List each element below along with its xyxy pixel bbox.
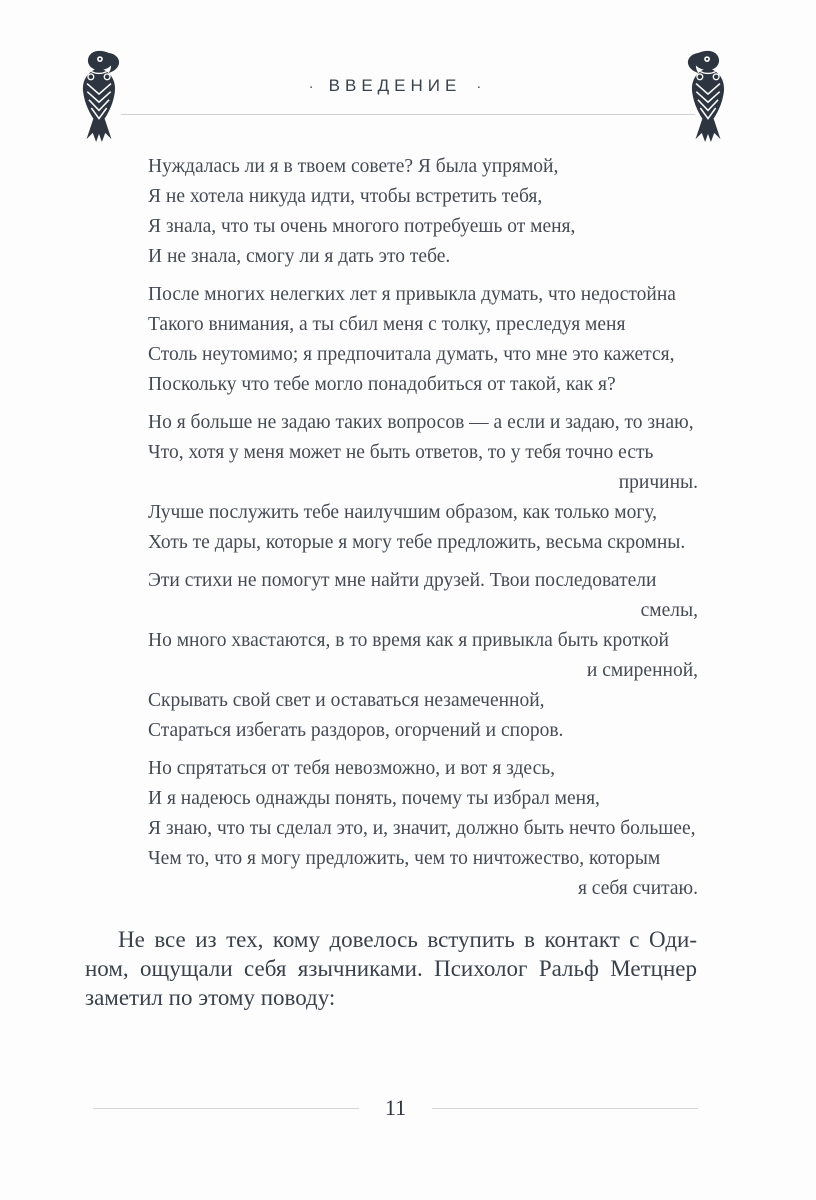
prose-line: заметил по этому поводу: xyxy=(85,985,336,1010)
poem-stanza xyxy=(148,408,698,558)
title-dot: · xyxy=(308,77,314,95)
poem-stanza xyxy=(148,280,698,400)
poem-block xyxy=(148,152,698,912)
prose-line: Не все из тех, кому довелось вступить в контакт с Оди- xyxy=(118,927,697,952)
poem-line: Поскольку что тебе могло понадобиться от такой, как я? xyxy=(148,374,616,395)
raven-ornament-icon xyxy=(683,49,733,143)
poem-line: Но спрятаться от тебя невозможно, и вот я здесь, xyxy=(148,758,555,779)
poem-line: Я знала, что ты очень многого потребуешь от меня, xyxy=(148,216,576,237)
poem-line-overflow: смелы, xyxy=(640,600,698,621)
chapter-title: ВВЕДЕНИЕ xyxy=(328,76,462,95)
page-footer xyxy=(93,1093,698,1123)
footer-rule-right xyxy=(432,1108,698,1109)
poem-line-overflow: я себя считаю. xyxy=(577,878,698,899)
poem-stanza xyxy=(148,152,698,272)
poem-line: И не знала, смогу ли я дать это тебе. xyxy=(148,246,451,267)
poem-line: Но много хвастаются, в то время как я привыкла быть кроткой xyxy=(148,630,669,651)
poem-line: Но я больше не задаю таких вопросов — а если и задаю, то знаю, xyxy=(148,412,694,433)
poem-line: Лучше послужить тебе наилучшим образом, как только могу, xyxy=(148,502,658,523)
raven-ornament-icon xyxy=(74,49,124,143)
poem-line: Что, хотя у меня может не быть ответов, то у тебя точно есть xyxy=(148,442,654,463)
page-number: 11 xyxy=(384,1095,407,1120)
prose-line: ном, ощущали себя язычниками. Психолог Ральф Метцнер xyxy=(85,956,697,981)
poem-line: Хоть те дары, которые я могу тебе предложить, весьма скромны. xyxy=(148,532,686,553)
poem-line: Стараться избегать раздоров, огорчений и споров. xyxy=(148,720,564,741)
poem-line: Чем то, что я могу предложить, чем то ничтожество, которым xyxy=(148,848,661,869)
poem-line: Я знаю, что ты сделал это, и, значит, должно быть нечто большее, xyxy=(148,818,696,839)
poem-line-overflow: причины. xyxy=(618,472,698,493)
poem-line: Такого внимания, а ты сбил меня с толку, преследуя меня xyxy=(148,314,626,335)
header-rule xyxy=(121,114,695,115)
poem-line: Скрывать свой свет и оставаться незамеченной, xyxy=(148,690,545,711)
poem-line: И я надеюсь однажды понять, почему ты избрал меня, xyxy=(148,788,600,809)
prose-paragraph xyxy=(85,925,697,1012)
running-title xyxy=(95,76,695,96)
poem-stanza xyxy=(148,566,698,746)
poem-line: После многих нелегких лет я привыкла думать, что недостойна xyxy=(148,284,676,305)
poem-line-overflow: и смиренной, xyxy=(586,660,698,681)
poem-stanza xyxy=(148,754,698,904)
footer-rule-left xyxy=(93,1108,359,1109)
poem-line: Я не хотела никуда идти, чтобы встретить тебя, xyxy=(148,186,543,207)
title-dot: · xyxy=(476,77,482,95)
poem-line: Эти стихи не помогут мне найти друзей. Твои последователи xyxy=(148,570,657,591)
poem-line: Столь неутомимо; я предпочитала думать, что мне это кажется, xyxy=(148,344,675,365)
poem-line: Нуждалась ли я в твоем совете? Я была упрямой, xyxy=(148,156,559,177)
